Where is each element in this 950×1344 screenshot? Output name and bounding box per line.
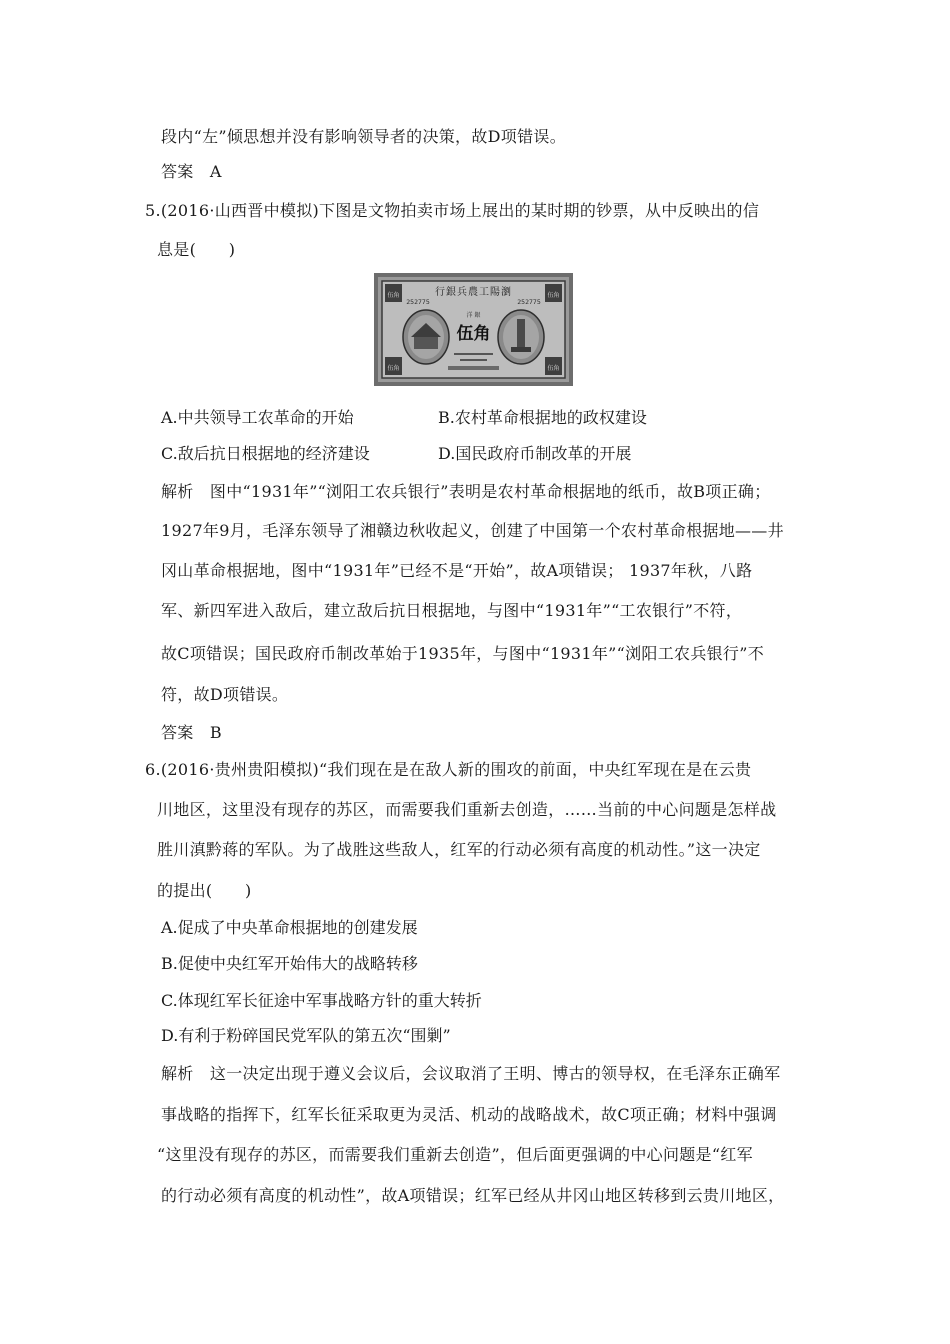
q5-explanation-line: 解析 图中“1931年”“浏阳工农兵银行”表明是农村革命根据地的纸币，故B项正确； — [161, 482, 771, 501]
banknote-serial-right: 252775 — [517, 298, 541, 306]
q5-option-d: D.国民政府币制改革的开展 — [438, 444, 632, 463]
banknote-corner-bottom-right: 伍角 — [547, 365, 560, 372]
q6-stem-line: 川地区，这里没有现存的苏区，而需要我们重新去创造，……当前的中心问题是怎样战 — [157, 800, 777, 819]
q5-option-c: C.敌后抗日根据地的经济建设 — [161, 444, 370, 463]
q5-explanation-line: 冈山革命根据地，图中“1931年”已经不是“开始”，故A项错误； 1937年秋，八路 — [161, 561, 753, 580]
q6-explanation-line: “这里没有现存的苏区，而需要我们重新去创造”，但后面更强调的中心问题是“红军 — [157, 1145, 753, 1164]
banknote-corner-top-right: 伍角 — [547, 292, 560, 299]
q5-explanation-line: 故C项错误；国民政府币制改革始于1935年，与图中“1931年”“浏阳工农兵银行”不 — [161, 644, 764, 663]
q6-explanation-line: 解析 这一决定出现于遵义会议后，会议取消了王明、博古的领导权，在毛泽东正确军 — [161, 1064, 781, 1083]
q6-stem-line: 胜川滇黔蒋的军队。为了战胜这些敌人，红军的行动必须有高度的机动性。”这一决定 — [157, 840, 761, 859]
q5-explanation-line: 1927年9月，毛泽东领导了湘赣边秋收起义，创建了中国第一个农村革命根据地——井 — [161, 521, 784, 540]
banknote-image — [374, 273, 573, 386]
q5-option-a: A.中共领导工农革命的开始 — [161, 408, 354, 427]
q5-answer: 答案 B — [161, 723, 222, 742]
q6-option-b: B.促使中央红军开始伟大的战略转移 — [161, 954, 418, 973]
banknote-denomination: 伍角 — [456, 324, 491, 344]
banknote-corner-bottom-left: 伍角 — [387, 365, 400, 372]
q5-explanation-line: 符，故D项错误。 — [161, 685, 289, 704]
q6-stem-line: 的提出( ) — [157, 881, 252, 900]
banknote-bank-name: 行銀兵農工陽瀏 — [435, 287, 512, 298]
banknote-serial-left: 252775 — [406, 298, 430, 306]
q6-stem-line: 6.(2016·贵州贵阳模拟)“我们现在是在敌人新的围攻的前面，中央红军现在是在云贵 — [145, 760, 752, 779]
q5-option-b: B.农村革命根据地的政权建设 — [438, 408, 647, 427]
q6-option-c: C.体现红军长征途中军事战略方针的重大转折 — [161, 991, 482, 1010]
q6-explanation-line: 的行动必须有高度的机动性”，故A项错误；红军已经从井冈山地区转移到云贵川地区， — [161, 1186, 785, 1205]
previous-explanation-tail: 段内“左”倾思想并没有影响领导者的决策，故D项错误。 — [161, 127, 566, 146]
q5-stem-line-2: 息是( ) — [157, 240, 236, 259]
banknote-top-word: 洋 銀 — [466, 312, 481, 319]
banknote-corner-top-left: 伍角 — [387, 292, 400, 299]
q6-option-d: D.有利于粉碎国民党军队的第五次“围剿” — [161, 1026, 451, 1045]
q5-explanation-line: 军、新四军进入敌后，建立敌后抗日根据地，与图中“1931年”“工农银行”不符， — [161, 601, 743, 620]
q5-stem-line-1: 5.(2016·山西晋中模拟)下图是文物拍卖市场上展出的某时期的钞票，从中反映出的信 — [145, 201, 760, 220]
q6-option-a: A.促成了中央革命根据地的创建发展 — [161, 918, 418, 937]
previous-answer: 答案 A — [161, 162, 222, 181]
q6-explanation-line: 事战略的指挥下，红军长征采取更为灵活、机动的战略战术，故C项正确；材料中强调 — [161, 1105, 777, 1124]
